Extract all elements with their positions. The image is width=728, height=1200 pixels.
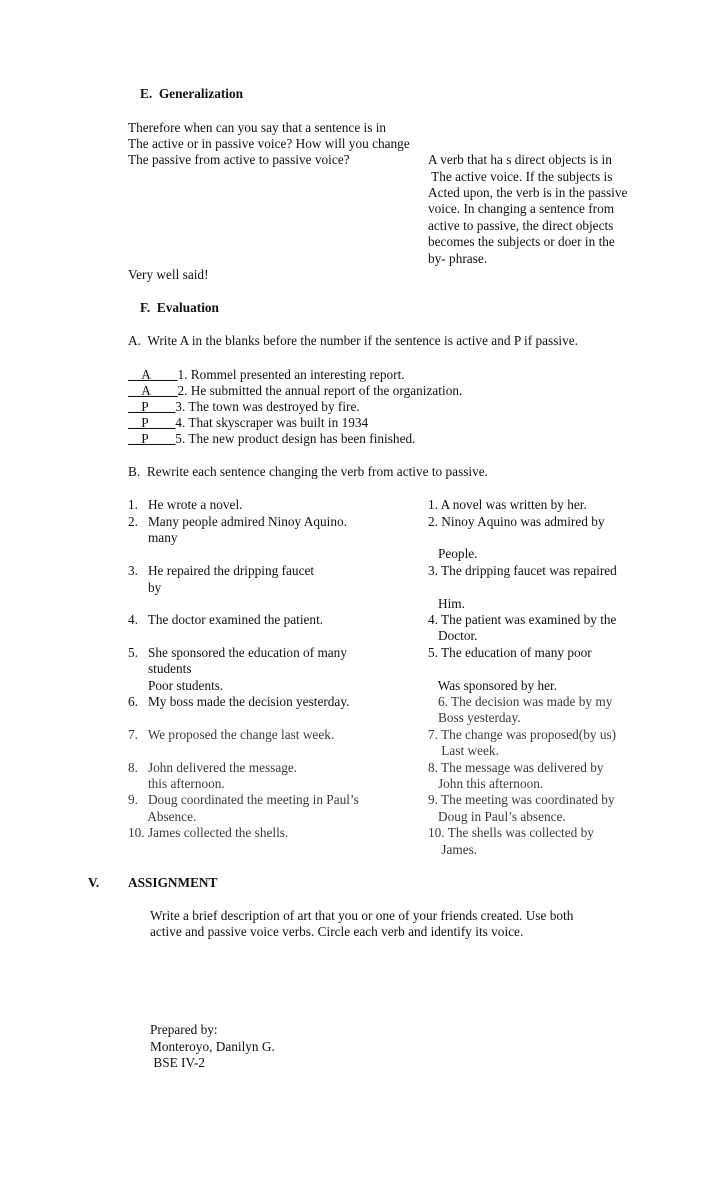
passive-sentence: 7. The change was proposed(by us) bbox=[428, 727, 617, 742]
answer-line: by- phrase. bbox=[428, 251, 488, 266]
part-a-instruction: A. Write A in the blanks before the number if the sentence is active and P if passive. bbox=[128, 333, 578, 348]
passive-sentence: 4. The patient was examined by the bbox=[428, 612, 617, 627]
passive-sentence: John this afternoon. bbox=[428, 776, 544, 791]
assignment-heading: ASSIGNMENT bbox=[128, 875, 218, 890]
passive-sentence: 1. A novel was written by her. bbox=[428, 497, 587, 512]
active-sentence: 3. He repaired the dripping faucet bbox=[128, 563, 315, 578]
item-text: 1. Rommel presented an interesting report. bbox=[177, 367, 405, 382]
passive-sentence: 9. The meeting was coordinated by bbox=[428, 792, 615, 807]
passive-sentence: Boss yesterday. bbox=[428, 710, 521, 725]
answer-blank: __P____ bbox=[128, 415, 176, 430]
assignment-text: active and passive voice verbs. Circle each verb and identify its voice. bbox=[150, 924, 524, 939]
active-sentence: this afternoon. bbox=[128, 776, 225, 791]
item-text: 2. He submitted the annual report of the organization. bbox=[177, 383, 463, 398]
assignment-text: Write a brief description of art that you or one of your friends created. Use both bbox=[150, 908, 574, 923]
part-b-instruction: B. Rewrite each sentence changing the verb from active to passive. bbox=[128, 464, 488, 479]
passive-sentence: Doctor. bbox=[428, 628, 478, 643]
active-sentence: 6. My boss made the decision yesterday. bbox=[128, 694, 350, 709]
active-sentence: 5. She sponsored the education of many bbox=[128, 645, 347, 660]
question-line: The active or in passive voice? How will you change bbox=[128, 136, 410, 151]
preparer-course: BSE IV-2 bbox=[150, 1055, 205, 1070]
active-sentence: many bbox=[128, 530, 178, 545]
list-item bbox=[128, 383, 462, 399]
active-sentence: 9. Doug coordinated the meeting in Paul’s bbox=[128, 792, 359, 807]
list-item bbox=[128, 399, 360, 415]
list-item bbox=[128, 431, 415, 447]
active-sentence: 10. James collected the shells. bbox=[128, 825, 289, 840]
passive-sentence: 2. Ninoy Aquino was admired by bbox=[428, 514, 605, 529]
section-number: V. bbox=[88, 875, 100, 890]
prepared-by-label: Prepared by: bbox=[150, 1022, 218, 1037]
answer-line: The active voice. If the subjects is bbox=[428, 169, 613, 184]
passive-sentence: Him. bbox=[428, 596, 465, 611]
passive-sentence: James. bbox=[428, 842, 478, 857]
item-text: 5. The new product design has been finished. bbox=[175, 431, 416, 446]
active-sentence: Absence. bbox=[128, 809, 197, 824]
answer-line: becomes the subjects or doer in the bbox=[428, 234, 615, 249]
answer-blank: __A____ bbox=[128, 367, 178, 382]
passive-sentence: 6. The decision was made by my bbox=[428, 694, 613, 709]
active-sentence: by bbox=[128, 580, 162, 595]
active-sentence: Poor students. bbox=[128, 678, 224, 693]
passive-sentence: 10. The shells was collected by bbox=[428, 825, 594, 840]
answer-blank: __P____ bbox=[128, 431, 176, 446]
item-text: 3. The town was destroyed by fire. bbox=[175, 399, 360, 414]
passive-sentence: People. bbox=[428, 546, 478, 561]
active-sentence: 8. John delivered the message. bbox=[128, 760, 298, 775]
active-sentence: 1. He wrote a novel. bbox=[128, 497, 243, 512]
passive-sentence: 8. The message was delivered by bbox=[428, 760, 604, 775]
active-sentence: students bbox=[128, 661, 192, 676]
answer-line: voice. In changing a sentence from bbox=[428, 201, 615, 216]
passive-sentence: 5. The education of many poor bbox=[428, 645, 592, 660]
item-text: 4. That skyscraper was built in 1934 bbox=[175, 415, 369, 430]
passive-sentence: Last week. bbox=[428, 743, 499, 758]
active-sentence: 7. We proposed the change last week. bbox=[128, 727, 335, 742]
evaluation-heading: F. Evaluation bbox=[140, 300, 219, 315]
list-item bbox=[128, 415, 368, 431]
answer-blank: __P____ bbox=[128, 399, 176, 414]
list-item bbox=[128, 367, 405, 383]
answer-line: A verb that ha s direct objects is in bbox=[428, 152, 612, 167]
passive-sentence: 3. The dripping faucet was repaired bbox=[428, 563, 617, 578]
passive-sentence: Was sponsored by her. bbox=[428, 678, 558, 693]
active-sentence: 4. The doctor examined the patient. bbox=[128, 612, 324, 627]
closing-remark: Very well said! bbox=[128, 267, 209, 282]
answer-line: Acted upon, the verb is in the passive bbox=[428, 185, 628, 200]
question-line: Therefore when can you say that a sentence is in bbox=[128, 120, 387, 135]
active-sentence: 2. Many people admired Ninoy Aquino. bbox=[128, 514, 347, 529]
answer-line: active to passive, the direct objects bbox=[428, 218, 614, 233]
preparer-name: Monteroyo, Danilyn G. bbox=[150, 1039, 275, 1054]
answer-blank: __A____ bbox=[128, 383, 178, 398]
generalization-heading: E. Generalization bbox=[140, 86, 244, 101]
question-line: The passive from active to passive voice? bbox=[128, 152, 350, 167]
passive-sentence: Doug in Paul’s absence. bbox=[428, 809, 566, 824]
